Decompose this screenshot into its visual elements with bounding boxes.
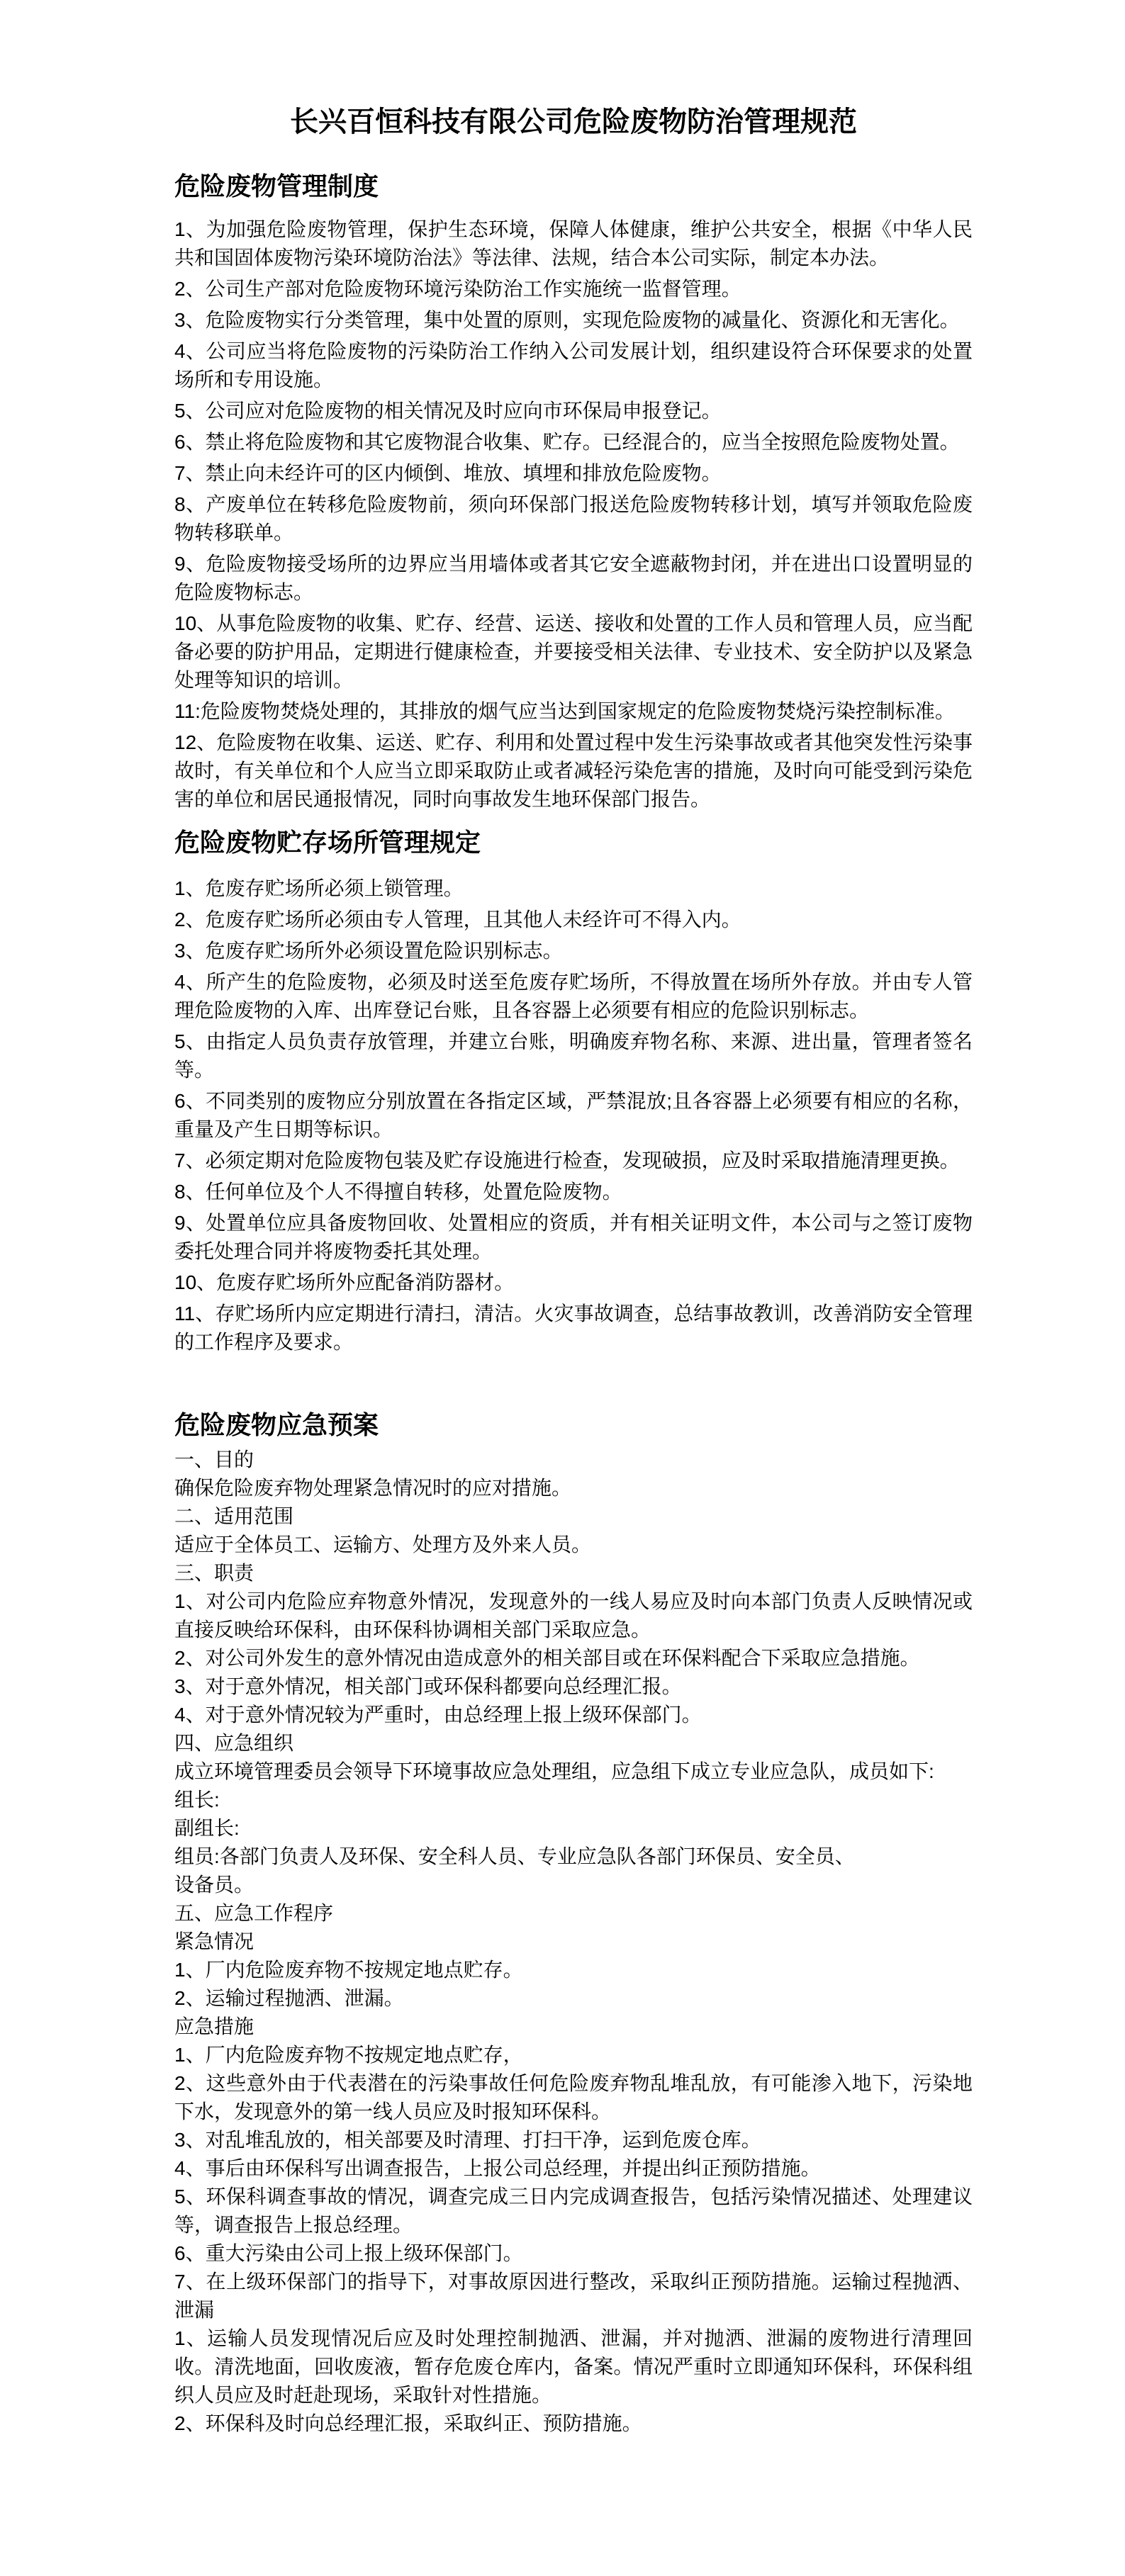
- paragraph: 3、危险废物实行分类管理，集中处置的原则，实现危险废物的减量化、资源化和无害化。: [174, 309, 960, 331]
- paragraph: 5、公司应对危险废物的相关情况及时应向市环保局申报登记。: [174, 400, 722, 422]
- paragraph: 1、厂内危险废弃物不按规定地点贮存。: [174, 1959, 523, 1981]
- paragraph: 1、为加强危险废物管理，保护生态环境，保障人体健康，维护公共安全，根据《中华人民共和国固体废物污染环境防治法》等法律、法规，结合本公司实际，制定本办法。: [174, 218, 973, 269]
- paragraph: 6、重大污染由公司上报上级环保部门。: [174, 2242, 523, 2264]
- paragraph: 12、危险废物在收集、运送、贮存、利用和处置过程中发生污染事故或者其他突发性污染事故时，有关单位和个人应当立即采取防止或者减轻污染危害的措施，及时向可能受到污染危害的单位和居民通报情况，同时向事故发生地环保部门报告。: [174, 731, 973, 810]
- paragraph: 四、应急组织: [174, 1732, 294, 1754]
- paragraph: 8、任何单位及个人不得擅自转移，处置危险废物。: [174, 1181, 622, 1203]
- paragraph: 3、对于意外情况，相关部门或环保科都要向总经理汇报。: [174, 1675, 682, 1697]
- paragraph: 一、目的: [174, 1449, 254, 1470]
- paragraph: 4、公司应当将危险废物的污染防治工作纳入公司发展计划，组织建设符合环保要求的处置场所和专用设施。: [174, 340, 973, 390]
- section-heading: 危险废物管理制度: [174, 171, 379, 201]
- paragraph: 2、环保科及时向总经理汇报，采取纠正、预防措施。: [174, 2412, 642, 2434]
- paragraph: 确保危险废弃物处理紧急情况时的应对措施。: [174, 1477, 572, 1499]
- paragraph: 9、处置单位应具备废物回收、处置相应的资质，并有相关证明文件，本公司与之签订废物委托处理合同并将废物委托其处理。: [174, 1212, 973, 1262]
- paragraph: 6、不同类别的废物应分别放置在各指定区域，严禁混放;且各容器上必须要有相应的名称，重量及产生日期等标识。: [174, 1090, 973, 1140]
- paragraph: 4、所产生的危险废物，必须及时送至危废存贮场所，不得放置在场所外存放。并由专人管理危险废物的入库、出库登记台账，且各容器上必须要有相应的危险识别标志。: [174, 971, 973, 1021]
- paragraph: 二、适用范围: [174, 1505, 294, 1527]
- paragraph: 9、危险废物接受场所的边界应当用墙体或者其它安全遮蔽物封闭，并在进出口设置明显的危险废物标志。: [174, 553, 973, 603]
- paragraph: 7、在上级环保部门的指导下，对事故原因进行整改，采取纠正预防措施。运输过程抛洒、泄漏: [174, 2271, 973, 2321]
- paragraph: 组长:: [174, 1789, 220, 1811]
- section-hazardous-waste-management-system: [174, 170, 973, 814]
- paragraph: 组员:各部门负责人及环保、安全科人员、专业应急队各部门环保员、安全员、: [174, 1845, 855, 1867]
- section-paragraphs: [174, 874, 973, 1356]
- paragraph: 11:危险废物焚烧处理的，其排放的烟气应当达到国家规定的危险废物焚烧污染控制标准。: [174, 700, 955, 722]
- paragraph: 2、危废存贮场所必须由专人管理，且其他人未经许可不得入内。: [174, 909, 741, 930]
- paragraph: 设备员。: [174, 1874, 254, 1896]
- section-heading: 危险废物贮存场所管理规定: [174, 828, 481, 857]
- section-heading: 危险废物应急预案: [174, 1410, 379, 1439]
- paragraph: 10、危废存贮场所外应配备消防器材。: [174, 1271, 515, 1293]
- paragraph: 4、对于意外情况较为严重时，由总经理上报上级环保部门。: [174, 1704, 702, 1726]
- paragraph: 8、产废单位在转移危险废物前，须向环保部门报送危险废物转移计划，填写并领取危险废物转移联单。: [174, 493, 973, 544]
- paragraph: 1、厂内危险废弃物不按规定地点贮存，: [174, 2044, 523, 2066]
- section-storage-site-regulations: [174, 826, 973, 1356]
- paragraph: 5、环保科调查事故的情况，调查完成三日内完成调查报告，包括污染情况描述、处理建议等，调查报告上报总经理。: [174, 2186, 973, 2236]
- paragraph: 五、应急工作程序: [174, 1902, 334, 1924]
- document-title: 长兴百恒科技有限公司危险废物防治管理规范: [290, 106, 857, 137]
- paragraph: 7、必须定期对危险废物包装及贮存设施进行检查，发现破损，应及时采取措施清理更换。: [174, 1149, 960, 1171]
- paragraph: 7、禁止向未经许可的区内倾倒、堆放、填埋和排放危险废物。: [174, 462, 722, 484]
- paragraph: 4、事后由环保科写出调查报告，上报公司总经理，并提出纠正预防措施。: [174, 2157, 821, 2179]
- paragraph: 副组长:: [174, 1817, 240, 1839]
- section-paragraphs: [174, 1446, 973, 2438]
- paragraph: 1、运输人员发现情况后应及时处理控制抛洒、泄漏，并对抛洒、泄漏的废物进行清理回收。清洗地面，回收废液，暂存危废仓库内，备案。情况严重时立即通知环保科，环保科组织人员应及时赶赴现场，采取针对性措施。: [174, 2327, 973, 2406]
- paragraph: 2、运输过程抛洒、泄漏。: [174, 1987, 404, 2009]
- paragraph: 6、禁止将危险废物和其它废物混合收集、贮存。已经混合的，应当全按照危险废物处置。: [174, 431, 960, 453]
- paragraph: 紧急情况: [174, 1930, 254, 1952]
- paragraph: 10、从事危险废物的收集、贮存、经营、运送、接收和处置的工作人员和管理人员，应当配备必要的防护用品，定期进行健康检查，并要接受相关法律、专业技术、安全防护以及紧急处理等知识的培训。: [174, 612, 973, 691]
- paragraph: 成立环境管理委员会领导下环境事故应急处理组，应急组下成立专业应急队，成员如下:: [174, 1760, 934, 1782]
- paragraph: 三、职责: [174, 1562, 254, 1584]
- paragraph: 1、对公司内危险应弃物意外情况，发现意外的一线人易应及时向本部门负责人反映情况或直接反映给环保科，由环保科协调相关部门采取应急。: [174, 1590, 973, 1641]
- paragraph: 2、公司生产部对危险废物环境污染防治工作实施统一监督管理。: [174, 278, 741, 300]
- paragraph: 5、由指定人员负责存放管理，并建立台账，明确废弃物名称、来源、进出量，管理者签名等。: [174, 1030, 973, 1081]
- section-emergency-plan: [174, 1409, 973, 2438]
- paragraph: 11、存贮场所内应定期进行清扫，清洁。火灾事故调查，总结事故教训，改善消防安全管理的工作程序及要求。: [174, 1303, 973, 1353]
- paragraph: 3、危废存贮场所外必须设置危险识别标志。: [174, 940, 563, 962]
- paragraph: 3、对乱堆乱放的，相关部要及时清理、打扫干净，运到危废仓库。: [174, 2129, 761, 2151]
- paragraph: 应急措施: [174, 2015, 254, 2037]
- section-paragraphs: [174, 215, 973, 814]
- paragraph: 2、这些意外由于代表潜在的污染事故任何危险废弃物乱堆乱放，有可能渗入地下，污染地下水，发现意外的第一线人员应及时报知环保科。: [174, 2072, 973, 2122]
- paragraph: 1、危废存贮场所必须上锁管理。: [174, 877, 464, 899]
- paragraph: 2、对公司外发生的意外情况由造成意外的相关部目或在环保料配合下采取应急措施。: [174, 1647, 920, 1669]
- paragraph: 适应于全体员工、运输方、处理方及外来人员。: [174, 1534, 592, 1556]
